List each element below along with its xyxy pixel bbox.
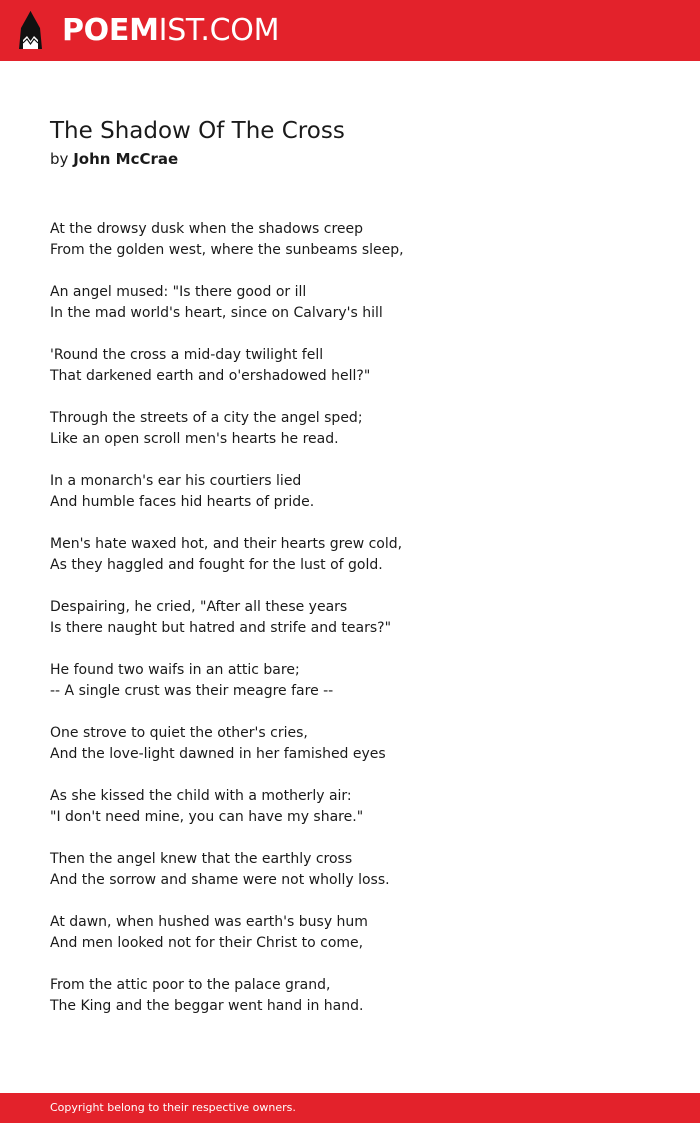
poem-line: At dawn, when hushed was earth's busy hum (50, 914, 368, 930)
poem-line: And humble faces hid hearts of pride. (50, 494, 315, 510)
poem-line: The King and the beggar went hand in hand. (50, 998, 364, 1014)
site-footer (0, 1093, 700, 1123)
poem-line: Then the angel knew that the earthly cross (50, 851, 353, 867)
poem-line: In a monarch's ear his courtiers lied (50, 473, 302, 489)
poem-line: In the mad world's heart, since on Calvary's hill (50, 305, 383, 321)
poem-line: Through the streets of a city the angel sped; (50, 410, 363, 426)
stanza (50, 723, 650, 765)
stanza (50, 219, 650, 261)
stanza (50, 660, 650, 702)
stanza (50, 912, 650, 954)
poem-line: As she kissed the child with a motherly air: (50, 788, 352, 804)
by-label: by (50, 150, 69, 168)
poem-line: He found two waifs in an attic bare; (50, 662, 300, 678)
author-name: John McCrae (73, 150, 179, 168)
stanza (50, 534, 650, 576)
byline (50, 148, 178, 170)
site-header (0, 0, 700, 61)
site-logo[interactable] (62, 13, 279, 49)
poem-line: Despairing, he cried, "After all these years (50, 599, 348, 615)
poem-line: From the attic poor to the palace grand, (50, 977, 331, 993)
pencil-tip-icon (17, 10, 44, 51)
poem-line: That darkened earth and o'ershadowed hell?" (50, 368, 371, 384)
poem-body (50, 219, 650, 1038)
poem-line: From the golden west, where the sunbeams sleep, (50, 242, 404, 258)
logo-text-bold: POEM (62, 13, 159, 48)
poem-line: At the drowsy dusk when the shadows creep (50, 221, 364, 237)
poem-line: "I don't need mine, you can have my share." (50, 809, 364, 825)
poem-line: And the love-light dawned in her famished eyes (50, 746, 386, 762)
stanza (50, 975, 650, 1017)
poem-line: Like an open scroll men's hearts he read. (50, 431, 339, 447)
stanza (50, 408, 650, 450)
poem-line: -- A single crust was their meagre fare -- (50, 683, 334, 699)
stanza (50, 282, 650, 324)
copyright-text: Copyright belong to their respective owners. (50, 1101, 296, 1114)
poem-line: As they haggled and fought for the lust of gold. (50, 557, 383, 573)
poem-line: And the sorrow and shame were not wholly loss. (50, 872, 390, 888)
poem-line: And men looked not for their Christ to come, (50, 935, 364, 951)
poem-line: 'Round the cross a mid-day twilight fell (50, 347, 324, 363)
logo-text-light: IST.COM (158, 13, 280, 48)
stanza (50, 597, 650, 639)
poem-title: The Shadow Of The Cross (50, 118, 345, 144)
stanza (50, 849, 650, 891)
stanza (50, 786, 650, 828)
poem-line: Is there naught but hatred and strife and tears?" (50, 620, 392, 636)
poem-line: An angel mused: "Is there good or ill (50, 284, 307, 300)
stanza (50, 471, 650, 513)
poem-line: Men's hate waxed hot, and their hearts grew cold, (50, 536, 403, 552)
stanza (50, 345, 650, 387)
poem-line: One strove to quiet the other's cries, (50, 725, 308, 741)
